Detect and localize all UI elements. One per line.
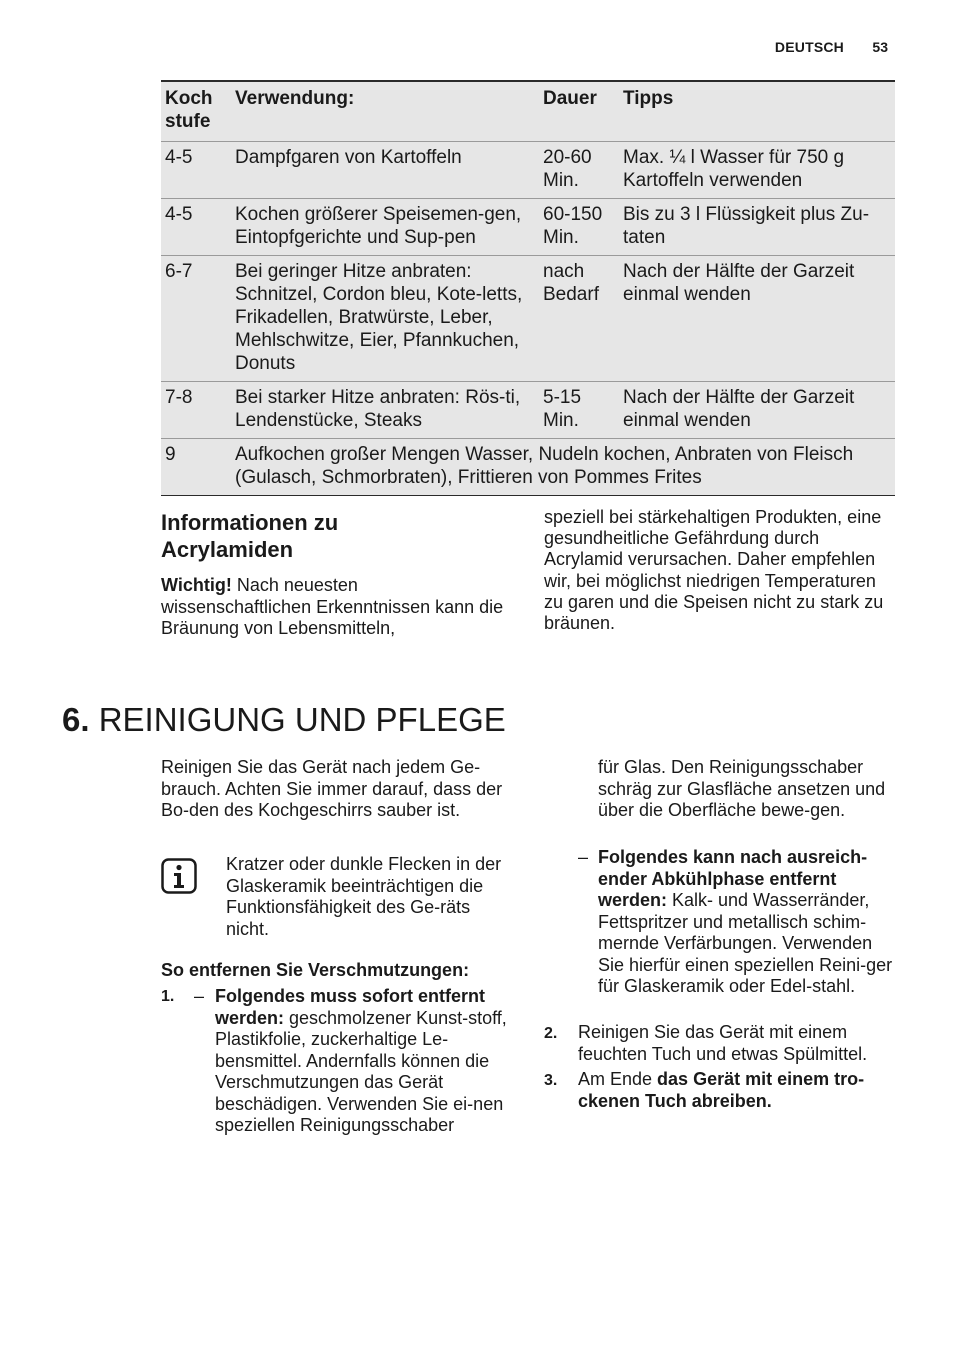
table-row xyxy=(161,256,895,382)
col-header-verwendung: Verwendung: xyxy=(235,88,355,109)
header-language: DEUTSCH xyxy=(774,39,844,55)
acrylamide-text-start: Nach neuesten wissenschaftlichen Erkenntnissen kann die Bräunung von Lebensmitteln, xyxy=(161,575,504,638)
table-row xyxy=(161,199,895,256)
cell-dauer: nach Bedarf xyxy=(543,261,599,305)
cell-dauer: 20-60 Min. xyxy=(543,147,592,191)
cell-stufe: 7-8 xyxy=(165,387,193,408)
step-1a-bold: Folgendes muss sofort entfernt werden: xyxy=(215,986,486,1028)
step-1b-bold: Folgendes kann nach ausreich-ender Abkühlphase entfernt werden: xyxy=(598,847,868,910)
col-header-stufe: Koch stufe xyxy=(165,88,213,132)
col-header-tipps: Tipps xyxy=(623,88,674,109)
cell-verwendung: Bei starker Hitze anbraten: Rös-ti, Lendenstücke, Steaks xyxy=(235,387,521,431)
step-1-number: 1. xyxy=(161,988,175,1005)
cell-tipps: Nach der Hälfte der Garzeit einmal wenden xyxy=(623,387,855,431)
cell-verwendung: Aufkochen großer Mengen Wasser, Nudeln kochen, Anbraten von Fleisch (Gulasch, Schmorbraten), Frittieren von Pommes Frites xyxy=(235,444,854,488)
cell-stufe: 9 xyxy=(165,444,176,465)
step-1b-text xyxy=(598,847,896,998)
cell-verwendung: Bei geringer Hitze anbraten: Schnitzel, Cordon bleu, Kote-letts, Frikadellen, Bratwürste, Leber, Mehlschwitze, Eier, Pfannkuchen, Donuts xyxy=(235,261,523,374)
col-header-dauer: Dauer xyxy=(543,88,597,109)
acrylamide-heading: Informationen zu Acrylamiden xyxy=(161,510,339,562)
table-header-row xyxy=(161,81,895,142)
cell-verwendung: Kochen größerer Speisemen-gen, Eintopfgerichte und Sup-pen xyxy=(235,204,522,248)
chapter-number: 6. xyxy=(62,701,90,738)
cell-tipps: Nach der Hälfte der Garzeit einmal wenden xyxy=(623,261,855,305)
step-1a-text xyxy=(215,986,513,1137)
step-1a-body: geschmolzener Kunst-stoff, Plastikfolie, zuckerhaltige Le-bensmittel. Andernfalls können die Verschmutzungen das Gerät beschädigen. Verwenden Sie ei-nen speziellen Reinigungsschaber xyxy=(215,1007,507,1135)
acrylamide-text-left xyxy=(161,575,506,640)
step-3-bold: das Gerät mit einem tro-ckenen Tuch abreiben. xyxy=(578,1069,865,1111)
acrylamide-text-right: speziell bei stärkehaltigen Produkten, eine gesundheitliche Gefährdung durch Acrylamid verursachen. Daher empfehlen wir, bei möglichst niedrigen Temperaturen zu garen und die Speisen nicht zu stark zu bräunen. xyxy=(544,507,884,634)
step-1b-dash: – xyxy=(578,847,589,867)
step-3-number: 3. xyxy=(544,1072,558,1089)
page-number: 53 xyxy=(872,39,888,55)
step-2-number: 2. xyxy=(544,1025,558,1042)
info-icon xyxy=(161,858,195,892)
chapter-title: REINIGUNG UND PFLEGE xyxy=(98,701,506,738)
important-label: Wichtig! xyxy=(161,575,232,595)
cell-dauer: 5-15 Min. xyxy=(543,387,582,431)
step-3-prefix: Am Ende xyxy=(578,1069,658,1089)
table-row xyxy=(161,439,895,496)
step-3-text xyxy=(578,1069,898,1112)
cell-tipps: Max. ¼ l Wasser für 750 g Kartoffeln verwenden xyxy=(623,147,845,191)
info-note: Kratzer oder dunkle Flecken in der Glaskeramik beeinträchtigen die Funktionsfähigkeit des Ge-räts nicht. xyxy=(226,854,502,939)
cell-stufe: 4-5 xyxy=(165,147,193,168)
step-1a-continuation: für Glas. Den Reinigungsschaber schräg zur Glasfläche ansetzen und über die Oberfläche bewe-gen. xyxy=(598,757,886,820)
step-2-text: Reinigen Sie das Gerät mit einem feuchten Tuch und etwas Spülmittel. xyxy=(578,1022,868,1064)
cell-dauer: 60-150 Min. xyxy=(543,204,603,248)
cell-stufe: 6-7 xyxy=(165,261,193,282)
intro-text: Reinigen Sie das Gerät nach jedem Ge-brauch. Achten Sie immer darauf, dass der Bo-den des Kochgeschirrs sauber ist. xyxy=(161,757,503,820)
step-1b-body: Kalk- und Wasserränder, Fettspritzer und metallisch schim-mernde Verfärbungen. Verwenden Sie hierfür einen speziellen Reini-ger für Glaskeramik oder Edel-stahl. xyxy=(598,890,893,996)
table-row xyxy=(161,382,895,439)
cell-tipps: Bis zu 3 l Flüssigkeit plus Zu-taten xyxy=(623,204,870,248)
step-1a-dash: – xyxy=(194,986,205,1006)
cooking-levels-table xyxy=(161,80,895,496)
cell-verwendung: Dampfgaren von Kartoffeln xyxy=(235,147,462,168)
table-row xyxy=(161,142,895,199)
chapter-heading xyxy=(62,700,506,740)
cell-stufe: 4-5 xyxy=(165,204,193,225)
steps-heading: So entfernen Sie Verschmutzungen: xyxy=(161,960,470,980)
